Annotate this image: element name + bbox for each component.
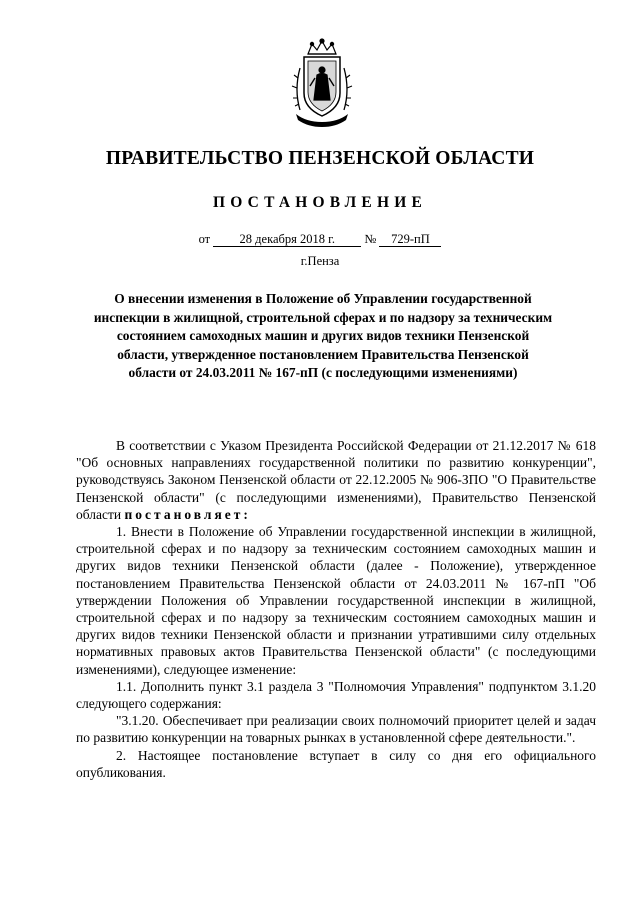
penza-coat-of-arms-icon bbox=[286, 38, 358, 128]
paragraph-item-1: 1. Внести в Положение об Управлении государственной инспекции в жилищной, строительной сферах и по надзору за техническим состоянием самоходных машин и других видов техники Пензенской области (далее - Положение), утвержденное постановлением Правительства Пензенской области от 24.03.2011 № 167-пП "Об утверждении Положения об Управлении государственной инспекции в жилищной, строительной сферах и по надзору за техническим состоянием самоходных машин и других видов техники Пензенской области и признании утратившими силу отдельных нормативных правовых актов Правительства Пензенской области" (с последующими изменениями), следующее изменение: bbox=[76, 524, 596, 677]
government-title: ПРАВИТЕЛЬСТВО ПЕНЗЕНСКОЙ ОБЛАСТИ bbox=[105, 148, 535, 169]
document-city: г.Пенза bbox=[300, 254, 340, 268]
resolves-emphasis: постановляет: bbox=[124, 506, 251, 522]
document-subject: О внесении изменения в Положение об Управлении государственной инспекции в жилищной, строительной сферах и по надзору за техническим состоянием самоходных машин и других видов техники Пензенской области, утвержденное постановлением Правительства Пензенской области от 24.03.2011 № 167-пП (с последующими изменениями) bbox=[93, 291, 553, 381]
document-body bbox=[76, 437, 596, 781]
date-prefix: от bbox=[198, 232, 211, 246]
paragraph-preamble bbox=[76, 437, 596, 523]
paragraph-item-2: 2. Настоящее постановление вступает в силу со дня его официального опубликования. bbox=[76, 747, 596, 780]
document-number: 729-пП bbox=[379, 232, 441, 247]
document-date: 28 декабря 2018 г. bbox=[213, 232, 361, 247]
date-number-line bbox=[0, 232, 640, 247]
document-type: ПОСТАНОВЛЕНИЕ bbox=[212, 194, 428, 211]
paragraph-quote: "3.1.20. Обеспечивает при реализации своих полномочий приоритет целей и задач по развитию конкуренции на товарных рынках в установленной сфере деятельности.". bbox=[76, 713, 596, 746]
paragraph-item-1-1: 1.1. Дополнить пункт 3.1 раздела 3 "Полномочия Управления" подпунктом 3.1.20 следующего содержания: bbox=[76, 678, 596, 712]
number-prefix: № bbox=[364, 232, 377, 246]
preamble-text: В соответствии с Указом Президента Российской Федерации от 21.12.2017 № 618 "Об основных направлениях государственной политики по развитию конкуренции", руководствуясь Законом Пензенской области от 22.12.2005 № 906-ЗПО "О Правительстве Пензенской области" (с последующими изменениями), Правительство Пензенской области bbox=[76, 438, 596, 522]
